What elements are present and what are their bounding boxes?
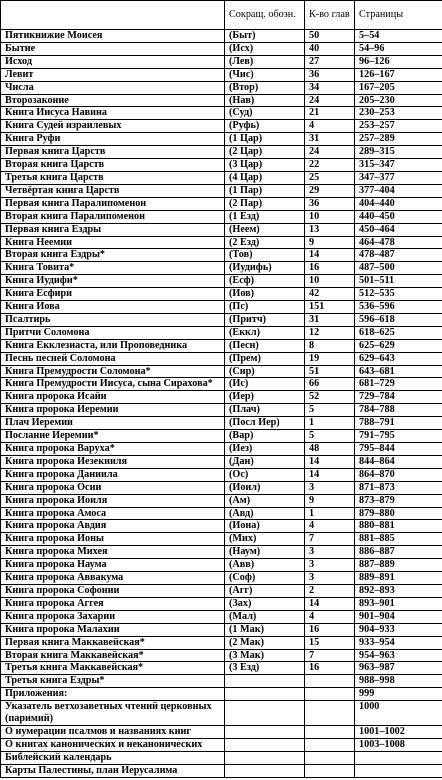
chapters-cell: 40 xyxy=(305,42,355,55)
pages-cell: 501–511 xyxy=(355,275,442,288)
pages-cell: 873–879 xyxy=(355,494,442,507)
table-row xyxy=(1,30,442,43)
abbreviation-cell: (2 Езд) xyxy=(225,236,305,249)
abbreviation-cell: (Вар) xyxy=(225,430,305,443)
chapters-cell: 15 xyxy=(305,636,355,649)
abbreviation-cell: (Иов) xyxy=(225,288,305,301)
book-title-cell: Послание Иеремии* xyxy=(1,430,225,443)
pages-cell: 5–54 xyxy=(355,30,442,43)
book-title-cell: Книга пророка Захарии xyxy=(1,610,225,623)
abbreviation-cell: (Суд) xyxy=(225,107,305,120)
table-row xyxy=(1,55,442,68)
table-row xyxy=(1,171,442,184)
pages-cell: 315–347 xyxy=(355,159,442,172)
table-row xyxy=(1,636,442,649)
table-row xyxy=(1,494,442,507)
table-row xyxy=(1,262,442,275)
abbreviation-cell: (Нав) xyxy=(225,94,305,107)
pages-cell: 892–893 xyxy=(355,584,442,597)
chapters-cell xyxy=(305,725,355,738)
book-title-cell: Притчи Соломона xyxy=(1,326,225,339)
chapters-cell: 48 xyxy=(305,443,355,456)
chapters-cell: 10 xyxy=(305,210,355,223)
abbreviation-cell xyxy=(225,688,305,701)
book-title-cell: О книгах канонических и неканонических xyxy=(1,738,225,751)
book-title-cell: Книга Неемии xyxy=(1,236,225,249)
pages-cell: 596–618 xyxy=(355,313,442,326)
pages-cell: 205–230 xyxy=(355,94,442,107)
chapters-cell: 16 xyxy=(305,623,355,636)
chapters-cell: 8 xyxy=(305,339,355,352)
abbreviation-cell: (Плач) xyxy=(225,404,305,417)
pages-cell: 889–891 xyxy=(355,572,442,585)
abbreviation-cell: (1 Езд) xyxy=(225,210,305,223)
chapters-cell: 2 xyxy=(305,584,355,597)
book-title-cell: Книга пророка Софонии xyxy=(1,584,225,597)
chapters-cell: 42 xyxy=(305,288,355,301)
pages-cell: 1000 xyxy=(355,701,442,726)
abbreviation-cell: (Зах) xyxy=(225,597,305,610)
abbreviation-cell: (Сир) xyxy=(225,365,305,378)
chapters-cell: 1 xyxy=(305,417,355,430)
book-title-cell: Книга пророка Осии xyxy=(1,481,225,494)
header-chapters: К-во глав xyxy=(305,1,355,30)
pages-cell: 933–954 xyxy=(355,636,442,649)
abbreviation-cell: (3 Мак) xyxy=(225,649,305,662)
pages-cell: 96–126 xyxy=(355,55,442,68)
abbreviation-cell: (2 Пар) xyxy=(225,197,305,210)
chapters-cell: 16 xyxy=(305,662,355,675)
book-title-cell: Книга Премудрости Иисуса, сына Сирахова* xyxy=(1,378,225,391)
chapters-cell: 4 xyxy=(305,520,355,533)
abbreviation-cell: (Авд) xyxy=(225,507,305,520)
table-row xyxy=(1,313,442,326)
abbreviation-cell: (Соф) xyxy=(225,572,305,585)
pages-cell: 681–729 xyxy=(355,378,442,391)
table-row xyxy=(1,94,442,107)
book-title-cell: Бытие xyxy=(1,42,225,55)
chapters-cell: 66 xyxy=(305,378,355,391)
pages-cell: 512–535 xyxy=(355,288,442,301)
chapters-cell: 3 xyxy=(305,559,355,572)
table-row xyxy=(1,68,442,81)
book-title-cell: Библейский календарь xyxy=(1,751,225,764)
header-title xyxy=(1,1,225,30)
abbreviation-cell: (Песн) xyxy=(225,339,305,352)
book-title-cell: Книга Екклезиаста, или Проповедника xyxy=(1,339,225,352)
chapters-cell: 7 xyxy=(305,533,355,546)
abbreviation-cell: (Чис) xyxy=(225,68,305,81)
abbreviation-cell: (Еккл) xyxy=(225,326,305,339)
pages-cell: 871–873 xyxy=(355,481,442,494)
table-row xyxy=(1,584,442,597)
book-title-cell: Книга Есфири xyxy=(1,288,225,301)
book-title-cell: Вторая книга Царств xyxy=(1,159,225,172)
chapters-cell: 5 xyxy=(305,430,355,443)
abbreviation-cell: (Авв) xyxy=(225,559,305,572)
abbreviation-cell xyxy=(225,725,305,738)
pages-cell: 167–205 xyxy=(355,81,442,94)
chapters-cell: 3 xyxy=(305,481,355,494)
abbreviation-cell: (Неем) xyxy=(225,223,305,236)
book-title-cell: Псалтирь xyxy=(1,313,225,326)
abbreviation-cell: (Иоил) xyxy=(225,481,305,494)
table-body xyxy=(1,30,442,778)
chapters-cell: 31 xyxy=(305,133,355,146)
table-row xyxy=(1,417,442,430)
pages-cell: 881–885 xyxy=(355,533,442,546)
table-row xyxy=(1,675,442,688)
book-title-cell: Книга Товита* xyxy=(1,262,225,275)
chapters-cell: 12 xyxy=(305,326,355,339)
abbreviation-cell xyxy=(225,764,305,777)
pages-cell: 54–96 xyxy=(355,42,442,55)
abbreviation-cell: (Притч) xyxy=(225,313,305,326)
chapters-cell: 5 xyxy=(305,404,355,417)
abbreviation-cell: (Руфь) xyxy=(225,120,305,133)
table-row xyxy=(1,520,442,533)
chapters-cell: 13 xyxy=(305,223,355,236)
pages-cell xyxy=(355,764,442,777)
pages-cell: 629–643 xyxy=(355,352,442,365)
abbreviation-cell: (Иона) xyxy=(225,520,305,533)
book-title-cell: Приложения: xyxy=(1,688,225,701)
book-title-cell: Книга Судей израилевых xyxy=(1,120,225,133)
header-pages: Страницы xyxy=(355,1,442,30)
table-row xyxy=(1,430,442,443)
table-row xyxy=(1,507,442,520)
chapters-cell xyxy=(305,675,355,688)
book-title-cell: Книга пророка Даниила xyxy=(1,468,225,481)
table-row xyxy=(1,339,442,352)
table-row xyxy=(1,326,442,339)
book-title-cell: Книга пророка Аввакума xyxy=(1,572,225,585)
table-row xyxy=(1,623,442,636)
pages-cell: 625–629 xyxy=(355,339,442,352)
pages-cell: 478–487 xyxy=(355,249,442,262)
chapters-cell: 25 xyxy=(305,171,355,184)
table-row xyxy=(1,249,442,262)
chapters-cell: 36 xyxy=(305,68,355,81)
chapters-cell: 22 xyxy=(305,159,355,172)
book-title-cell: Книга пророка Ионы xyxy=(1,533,225,546)
pages-cell: 999 xyxy=(355,688,442,701)
abbreviation-cell xyxy=(225,701,305,726)
book-title-cell: Книга пророка Варуха* xyxy=(1,443,225,456)
table-row xyxy=(1,197,442,210)
chapters-cell: 9 xyxy=(305,494,355,507)
table-row xyxy=(1,738,442,751)
book-title-cell: Книга Премудрости Соломона* xyxy=(1,365,225,378)
chapters-cell: 14 xyxy=(305,249,355,262)
book-title-cell: Книга Иудифи* xyxy=(1,275,225,288)
table-row xyxy=(1,223,442,236)
pages-cell: 257–289 xyxy=(355,133,442,146)
table-row xyxy=(1,352,442,365)
pages-cell: 347–377 xyxy=(355,171,442,184)
table-row xyxy=(1,443,442,456)
chapters-cell: 19 xyxy=(305,352,355,365)
pages-cell: 844–864 xyxy=(355,455,442,468)
table-row xyxy=(1,365,442,378)
book-title-cell: Книга Иисуса Навина xyxy=(1,107,225,120)
pages-cell: 487–500 xyxy=(355,262,442,275)
table-row xyxy=(1,662,442,675)
abbreviation-cell: (Ис) xyxy=(225,378,305,391)
chapters-cell: 14 xyxy=(305,468,355,481)
book-title-cell: Книга пророка Малахии xyxy=(1,623,225,636)
table-row xyxy=(1,455,442,468)
table-row xyxy=(1,468,442,481)
chapters-cell: 50 xyxy=(305,30,355,43)
table-row xyxy=(1,701,442,726)
abbreviation-cell: (Тов) xyxy=(225,249,305,262)
table-row xyxy=(1,288,442,301)
table-row xyxy=(1,610,442,623)
book-title-cell: Карты Палестины, план Иерусалима xyxy=(1,764,225,777)
table-row xyxy=(1,81,442,94)
abbreviation-cell: (Лев) xyxy=(225,55,305,68)
table-row xyxy=(1,764,442,777)
table-row xyxy=(1,184,442,197)
book-title-cell: Первая книга Царств xyxy=(1,146,225,159)
table-row xyxy=(1,533,442,546)
abbreviation-cell: (1 Мак) xyxy=(225,623,305,636)
chapters-cell: 9 xyxy=(305,236,355,249)
book-title-cell: Исход xyxy=(1,55,225,68)
table-row xyxy=(1,546,442,559)
pages-cell: 893–901 xyxy=(355,597,442,610)
pages-cell: 729–784 xyxy=(355,391,442,404)
table-row xyxy=(1,688,442,701)
table-row xyxy=(1,572,442,585)
pages-cell: 901–904 xyxy=(355,610,442,623)
table-row xyxy=(1,120,442,133)
chapters-cell: 31 xyxy=(305,313,355,326)
book-title-cell: Третья книга Ездры* xyxy=(1,675,225,688)
abbreviation-cell: (Исх) xyxy=(225,42,305,55)
abbreviation-cell: (Втор) xyxy=(225,81,305,94)
chapters-cell: 29 xyxy=(305,184,355,197)
chapters-cell: 14 xyxy=(305,455,355,468)
chapters-cell: 3 xyxy=(305,546,355,559)
book-title-cell: О нумерации псалмов и названиях книг xyxy=(1,725,225,738)
abbreviation-cell: (Есф) xyxy=(225,275,305,288)
book-title-cell: Указатель ветхозаветных чтений церковных (паримий) xyxy=(1,701,225,726)
book-title-cell: Книга пророка Наума xyxy=(1,559,225,572)
chapters-cell: 36 xyxy=(305,197,355,210)
book-title-cell: Книга Иова xyxy=(1,301,225,314)
book-title-cell: Плач Иеремии xyxy=(1,417,225,430)
chapters-cell xyxy=(305,701,355,726)
table-row xyxy=(1,391,442,404)
pages-cell: 795–844 xyxy=(355,443,442,456)
book-title-cell: Книга пророка Исайи xyxy=(1,391,225,404)
chapters-cell: 24 xyxy=(305,146,355,159)
pages-cell: 904–933 xyxy=(355,623,442,636)
abbreviation-cell: (Мал) xyxy=(225,610,305,623)
book-title-cell: Книга пророка Михея xyxy=(1,546,225,559)
chapters-cell: 4 xyxy=(305,610,355,623)
abbreviation-cell: (Агг) xyxy=(225,584,305,597)
pages-cell: 289–315 xyxy=(355,146,442,159)
book-title-cell: Книга пророка Авдия xyxy=(1,520,225,533)
book-title-cell: Четвёртая книга Царств xyxy=(1,184,225,197)
pages-cell: 464–478 xyxy=(355,236,442,249)
pages-cell: 784–788 xyxy=(355,404,442,417)
table-row xyxy=(1,210,442,223)
table-row xyxy=(1,404,442,417)
header-abbreviation: Сокращ. обозн. xyxy=(225,1,305,30)
pages-cell: 440–450 xyxy=(355,210,442,223)
table-row xyxy=(1,146,442,159)
chapters-cell xyxy=(305,751,355,764)
pages-cell: 879–880 xyxy=(355,507,442,520)
abbreviation-cell: (Пс) xyxy=(225,301,305,314)
abbreviation-cell: (3 Цар) xyxy=(225,159,305,172)
pages-cell: 377–404 xyxy=(355,184,442,197)
abbreviation-cell: (Прем) xyxy=(225,352,305,365)
table-row xyxy=(1,159,442,172)
abbreviation-cell xyxy=(225,751,305,764)
chapters-cell: 151 xyxy=(305,301,355,314)
abbreviation-cell: (2 Цар) xyxy=(225,146,305,159)
table-row xyxy=(1,378,442,391)
abbreviation-cell: (Наум) xyxy=(225,546,305,559)
chapters-cell: 24 xyxy=(305,94,355,107)
pages-cell: 791–795 xyxy=(355,430,442,443)
abbreviation-cell: (1 Пар) xyxy=(225,184,305,197)
book-title-cell: Книга пророка Амоса xyxy=(1,507,225,520)
table-row xyxy=(1,42,442,55)
abbreviation-cell: (Посл Иер) xyxy=(225,417,305,430)
pages-cell: 988–998 xyxy=(355,675,442,688)
table-row xyxy=(1,236,442,249)
chapters-cell xyxy=(305,738,355,751)
pages-cell: 864–870 xyxy=(355,468,442,481)
book-title-cell: Книга пророка Иеремии xyxy=(1,404,225,417)
abbreviation-cell xyxy=(225,738,305,751)
chapters-cell: 4 xyxy=(305,120,355,133)
pages-cell: 536–596 xyxy=(355,301,442,314)
book-title-cell: Второзаконие xyxy=(1,94,225,107)
table-row xyxy=(1,107,442,120)
pages-cell: 788–791 xyxy=(355,417,442,430)
book-title-cell: Вторая книга Маккавейская* xyxy=(1,649,225,662)
pages-cell: 126–167 xyxy=(355,68,442,81)
pages-cell: 1003–1008 xyxy=(355,738,442,751)
pages-cell: 963–987 xyxy=(355,662,442,675)
pages-cell: 1001–1002 xyxy=(355,725,442,738)
book-title-cell: Книга пророка Иоиля xyxy=(1,494,225,507)
chapters-cell: 10 xyxy=(305,275,355,288)
book-title-cell: Первая книга Ездры xyxy=(1,223,225,236)
book-title-cell: Третья книга Царств xyxy=(1,171,225,184)
table-row xyxy=(1,481,442,494)
abbreviation-cell: (Ос) xyxy=(225,468,305,481)
book-title-cell: Левит xyxy=(1,68,225,81)
chapters-cell: 1 xyxy=(305,507,355,520)
pages-cell: 880–881 xyxy=(355,520,442,533)
chapters-cell xyxy=(305,688,355,701)
chapters-cell: 14 xyxy=(305,597,355,610)
chapters-cell: 7 xyxy=(305,649,355,662)
abbreviation-cell: (Дан) xyxy=(225,455,305,468)
chapters-cell: 52 xyxy=(305,391,355,404)
chapters-cell: 21 xyxy=(305,107,355,120)
pages-cell: 887–889 xyxy=(355,559,442,572)
table-row xyxy=(1,301,442,314)
pages-cell: 404–440 xyxy=(355,197,442,210)
abbreviation-cell: (Иер) xyxy=(225,391,305,404)
table-row xyxy=(1,751,442,764)
chapters-cell: 27 xyxy=(305,55,355,68)
book-title-cell: Вторая книга Ездры* xyxy=(1,249,225,262)
book-title-cell: Третья книга Маккавейская* xyxy=(1,662,225,675)
chapters-cell: 16 xyxy=(305,262,355,275)
abbreviation-cell xyxy=(225,675,305,688)
abbreviation-cell: (4 Цар) xyxy=(225,171,305,184)
book-title-cell: Книга пророка Иезекииля xyxy=(1,455,225,468)
abbreviation-cell: (Ам) xyxy=(225,494,305,507)
table-row xyxy=(1,559,442,572)
table-row xyxy=(1,649,442,662)
abbreviation-cell: (2 Мак) xyxy=(225,636,305,649)
pages-cell: 450–464 xyxy=(355,223,442,236)
table-row xyxy=(1,597,442,610)
book-title-cell: Числа xyxy=(1,81,225,94)
book-title-cell: Книга Руфи xyxy=(1,133,225,146)
pages-cell: 618–625 xyxy=(355,326,442,339)
abbreviation-cell: (3 Езд) xyxy=(225,662,305,675)
table-row xyxy=(1,133,442,146)
table-row xyxy=(1,725,442,738)
pages-cell: 230–253 xyxy=(355,107,442,120)
book-title-cell: Пятикнижие Моисея xyxy=(1,30,225,43)
abbreviation-cell: (Иудифь) xyxy=(225,262,305,275)
book-title-cell: Книга пророка Аггея xyxy=(1,597,225,610)
pages-cell: 954–963 xyxy=(355,649,442,662)
chapters-cell: 3 xyxy=(305,572,355,585)
abbreviation-cell: (1 Цар) xyxy=(225,133,305,146)
chapters-cell: 51 xyxy=(305,365,355,378)
pages-cell: 253–257 xyxy=(355,120,442,133)
book-title-cell: Первая книга Паралипоменон xyxy=(1,197,225,210)
chapters-cell xyxy=(305,764,355,777)
pages-cell: 643–681 xyxy=(355,365,442,378)
chapters-cell: 34 xyxy=(305,81,355,94)
pages-cell xyxy=(355,751,442,764)
book-title-cell: Вторая книга Паралипоменон xyxy=(1,210,225,223)
table-row xyxy=(1,275,442,288)
book-title-cell: Песнь песней Соломона xyxy=(1,352,225,365)
table-header-row xyxy=(1,1,442,30)
abbreviation-cell: (Мих) xyxy=(225,533,305,546)
abbreviation-cell: (Быт) xyxy=(225,30,305,43)
abbreviation-cell: (Иез) xyxy=(225,443,305,456)
pages-cell: 886–887 xyxy=(355,546,442,559)
book-title-cell: Первая книга Маккавейская* xyxy=(1,636,225,649)
